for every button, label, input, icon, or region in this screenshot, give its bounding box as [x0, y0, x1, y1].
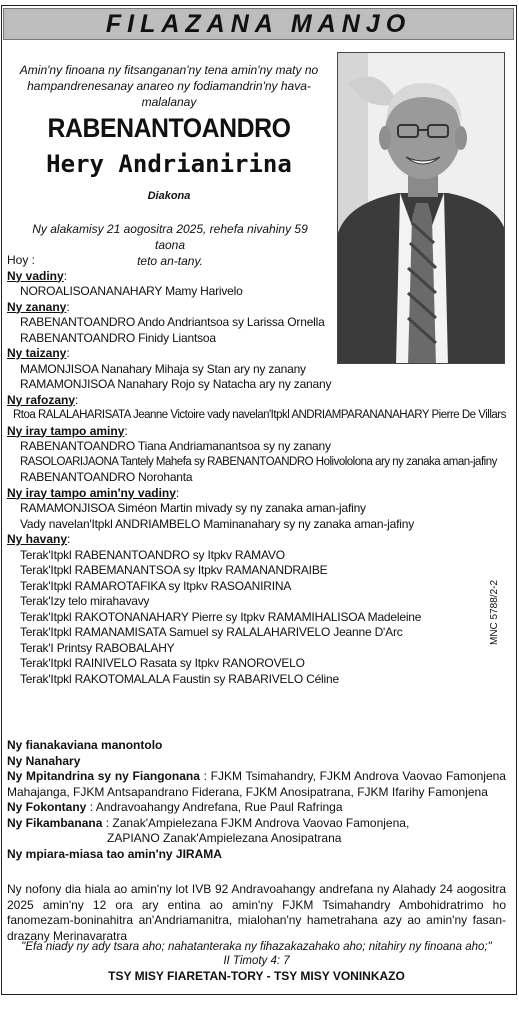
- group-title: [7, 269, 502, 285]
- bible-quote: [7, 940, 506, 968]
- group-title: [7, 486, 502, 502]
- group-foster-children: [7, 346, 502, 393]
- list-item: NOROALISOANANAHARY Mamy Harivelo: [20, 284, 243, 298]
- group-label: Ny rafozany: [7, 392, 76, 407]
- info-nanahary-label: Ny Nanahary: [7, 753, 81, 768]
- list-item: RAMAMONJISOA Nanahary Rojo sy Natacha ary ny zanany: [20, 377, 332, 391]
- list-item: RABENANTOANDRO Tiana Andriamanantsoa sy ny zanany: [20, 439, 331, 453]
- intro-line-2: hampandrenesanay anareo ny fodiamandrin'ny hava-malalanay: [27, 79, 311, 109]
- closing-note: TSY MISY FIARETAN-TORY - TSY MISY VONINKAZO: [108, 969, 405, 983]
- colon-separator: :: [66, 346, 70, 360]
- list-item: RASOLOARIJAONA Tantely Mahefa sy RABENANTOANDRO Holivololona ary ny zanaka aman-jafiny: [20, 455, 497, 468]
- info-colleagues: [7, 847, 506, 863]
- list-item: Terak'Itpkl RABEMANANTSOA sy Itpkv RAMANANDRAIBE: [20, 563, 328, 577]
- colon-separator: :: [175, 485, 180, 500]
- group-label: Ny taizany: [7, 346, 67, 360]
- group-siblings: [7, 424, 502, 486]
- list-item: RABENANTOANDRO Ando Andriantsoa sy Larissa Ornella: [20, 315, 325, 329]
- quote-reference: II Timoty 4: 7: [223, 955, 290, 967]
- info-fokontany: [7, 800, 506, 816]
- group-spouse: [7, 269, 502, 300]
- info-family: [7, 738, 506, 754]
- death-line-2: teto an-tany.: [137, 254, 203, 268]
- group-title: [7, 300, 502, 316]
- group-relatives: [7, 532, 502, 687]
- info-associations: [7, 816, 506, 832]
- deceased-surname: RABENANTOANDRO: [47, 113, 291, 143]
- group-spouse-siblings: [7, 486, 502, 533]
- family-list: [7, 253, 506, 687]
- deceased-given-names: Hery Andrianirina: [46, 150, 292, 178]
- group-label: Ny havany: [7, 532, 68, 546]
- header-banner: [3, 8, 514, 40]
- info-church-label: Ny Mpitandrina sy ny Fiangonana: [7, 769, 200, 783]
- info-fokontany-label: Ny Fokontany: [7, 800, 87, 814]
- hoy-label: Hoy :: [7, 253, 36, 267]
- group-title: [7, 532, 502, 548]
- list-item: RABENANTOANDRO Finidy Liantsoa: [20, 330, 216, 345]
- list-item: Terak'Itpkl RABENANTOANDRO sy Itpkv RAMAVO: [20, 547, 285, 562]
- header-title: FILAZANA MANJO: [105, 10, 412, 38]
- death-line-1: Ny alakamisy 21 aogositra 2025, rehefa nivahiny 59 taona: [32, 222, 308, 252]
- list-item: Terak'Itpkl RAMANAMISATA Samuel sy RALALAHARIVELO Jeanne D'Arc: [20, 625, 403, 639]
- quote-text: "Efa niady ny ady tsara aho; nahatanteraka ny fihazakazahako aho; nitahiry ny finoana aho;": [21, 941, 492, 953]
- intro-text: [10, 62, 328, 110]
- info-associations-text-2: ZAPIANO Zanak'Ampielezana Anosipatrana: [107, 831, 342, 845]
- group-title: [7, 393, 502, 409]
- group-label: Ny vadiny: [7, 268, 64, 283]
- list-item: RABENANTOANDRO Norohanta: [20, 470, 193, 484]
- info-church: [7, 769, 506, 800]
- deceased-title: Diakona: [147, 190, 191, 202]
- list-item: Terak'I Printsy RABOBALAHY: [20, 640, 175, 655]
- group-in-laws: [7, 392, 506, 424]
- list-item: MAMONJISOA Nanahary Mihaja sy Stan ary ny zanany: [20, 361, 306, 376]
- funeral-details: Ny nofony dia hiala ao amin'ny lot IVB 92 Andravoahangy andrefana ny Alahady 24 aogositra 2025 amin'ny 12 ora ary entina ao amin'ny FJKM Tsimahandry Ambohidratrimo ho fanomezam-boninahitra an'Andriamanitra, mialohan'ny hametrahana azy ao amin'ny fasan-drazany Merinavaratra: [7, 882, 506, 943]
- colon-separator: :: [75, 392, 79, 407]
- group-label: Ny iray tampo amin'ny vadiny: [7, 485, 176, 500]
- intro-line-1: Amin'ny finoana ny fitsanganan'ny tena amin'ny maty no: [19, 63, 319, 77]
- list-item: Terak'Itpkl RAKOTONANAHARY Pierre sy Itpkv RAMAMIHALISOA Madeleine: [20, 609, 422, 624]
- list-item: RAMAMONJISOA Siméon Martin mivady sy ny zanaka aman-jafiny: [20, 501, 366, 515]
- info-associations-text: : Zanak'Ampielezana FJKM Androva Vaovao Famonjena,: [105, 815, 410, 830]
- other-mourners: [7, 738, 506, 862]
- list-item: Terak'Itpkl RAINIVELO Rasata sy Itpkv RANOROVELO: [20, 656, 305, 670]
- colon-separator: :: [67, 532, 71, 546]
- list-item: Terak'Izy telo mirahavavy: [20, 594, 150, 608]
- info-associations-label: Ny Fikambanana: [7, 815, 103, 830]
- info-colleagues-label: Ny mpiara-miasa tao amin'ny JIRAMA: [7, 846, 222, 861]
- group-title: [7, 424, 502, 440]
- group-title: [7, 346, 502, 362]
- group-label: Ny iray tampo aminy: [7, 423, 125, 438]
- info-fokontany-text: : Andravoahangy Andrefana, Rue Paul Rafringa: [89, 800, 343, 814]
- group-label: Ny zanany: [7, 299, 67, 314]
- list-item: Rtoa RALALAHARISATA Jeanne Victoire vady navelan'Itpkl ANDRIAMPARANANAHARY Pierre De Villars: [13, 409, 506, 421]
- list-item: Vady navelan'Itpkl ANDRIAMBELO Maminanahary sy ny zanaka aman-jafiny: [20, 516, 414, 531]
- info-church-text: : FJKM Tsimahandry, FJKM Androva Vaovao Famonjena Mahajanga, FJKM Antsapandrano Fiderana, FJKM Anosipatrana, FJKM Ifarihy Famonjena: [7, 769, 506, 799]
- reference-code: MNC 5788/2-2: [489, 579, 500, 645]
- info-family-label: Ny fianakaviana manontolo: [7, 738, 163, 752]
- list-item: Terak'Itpkl RAKOTOMALALA Faustin sy RABARIVELO Céline: [20, 671, 339, 686]
- list-item: Terak'Itpkl RAMAROTAFIKA sy Itpkv RASOANIRINA: [20, 578, 292, 593]
- colon-separator: :: [124, 423, 128, 438]
- group-children: [7, 300, 502, 347]
- colon-separator: :: [66, 299, 70, 314]
- info-nanahary: [7, 754, 506, 770]
- colon-separator: :: [63, 268, 68, 283]
